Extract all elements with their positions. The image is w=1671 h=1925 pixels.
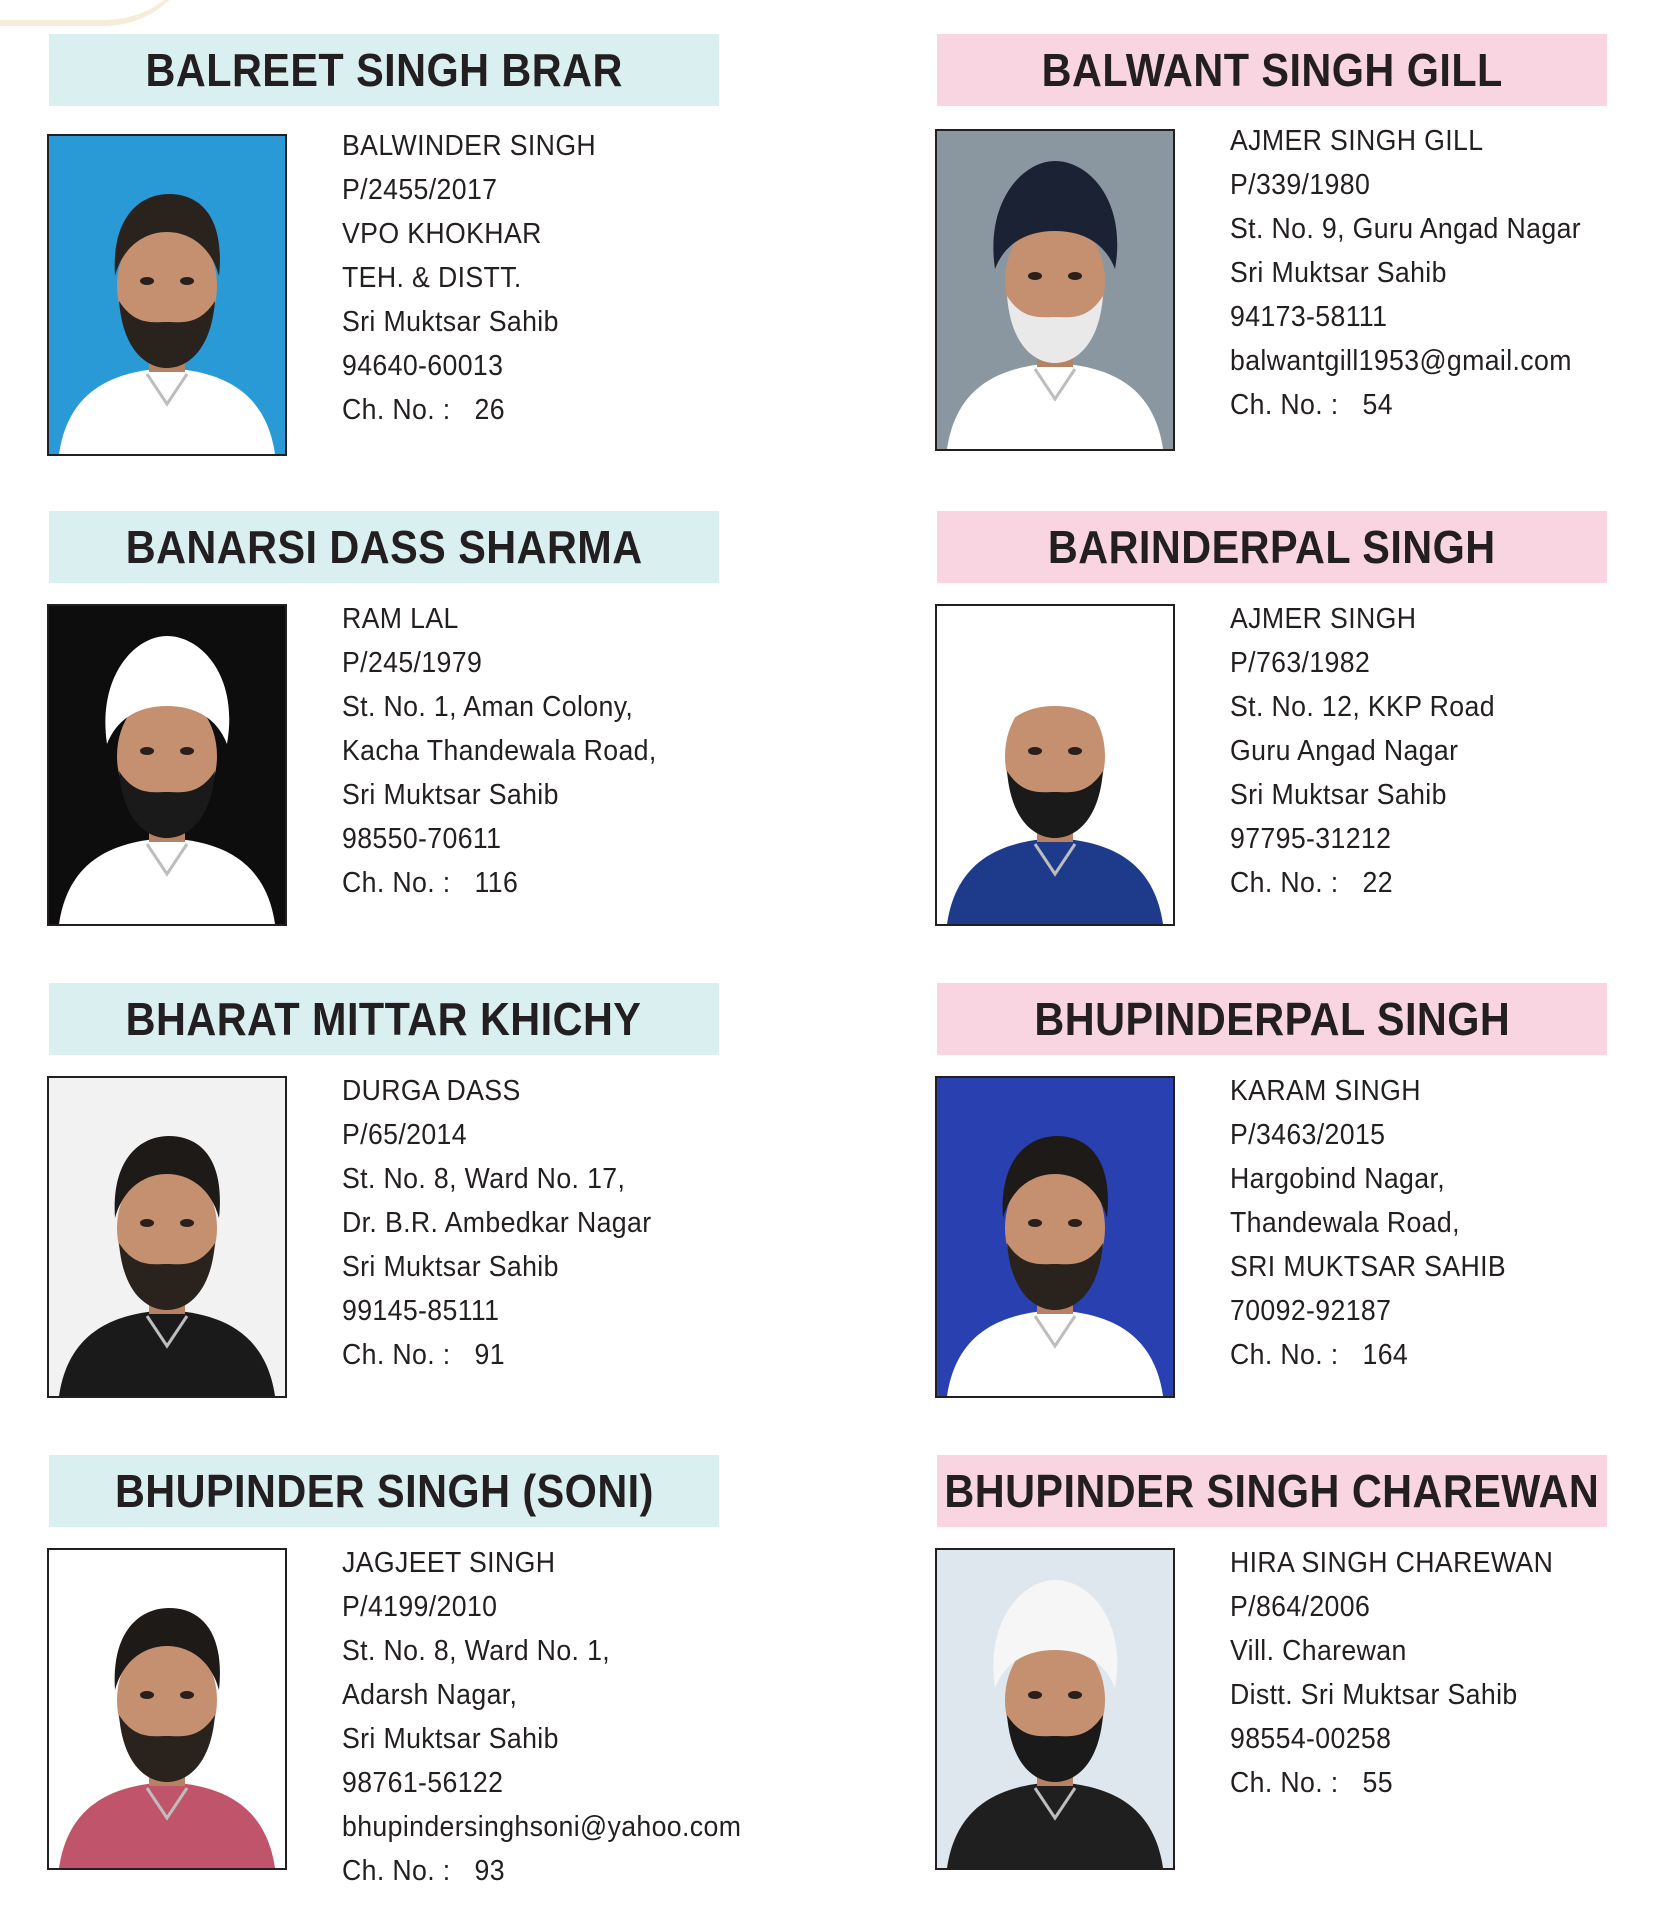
decorative-corner-arc (0, 0, 200, 26)
chamber-label: Ch. No. : (342, 1855, 451, 1887)
member-name: BHUPINDER SINGH CHAREWAN (944, 1465, 1600, 1517)
phone-number: 97795-31212 (1230, 823, 1392, 855)
chamber-number (342, 1333, 651, 1377)
father-name: JAGJEET SINGH (342, 1547, 556, 1579)
chamber-value: 164 (1362, 1339, 1409, 1371)
address-line: Kacha Thandewala Road, (342, 735, 657, 767)
registration-number: P/864/2006 (1230, 1591, 1371, 1623)
registration-number: P/339/1980 (1230, 169, 1371, 201)
address-line: Sri Muktsar Sahib (342, 779, 559, 811)
chamber-number (342, 1849, 741, 1893)
father-name: DURGA DASS (342, 1075, 521, 1107)
chamber-label: Ch. No. : (1230, 389, 1339, 421)
registration-number: P/65/2014 (342, 1119, 467, 1151)
address-line: SRI MUKTSAR SAHIB (1230, 1251, 1507, 1283)
member-details (1230, 1541, 1581, 1805)
address-line: TEH. & DISTT. (342, 262, 522, 294)
address-line: VPO KHOKHAR (342, 218, 542, 250)
chamber-label: Ch. No. : (342, 1339, 451, 1371)
member-card (937, 34, 1671, 504)
address-line: Guru Angad Nagar (1230, 735, 1459, 767)
member-name-bar (49, 983, 719, 1055)
father-name: BALWINDER SINGH (342, 130, 597, 162)
member-name: BARINDERPAL SINGH (1048, 521, 1496, 573)
member-name-bar (49, 34, 719, 106)
member-details (342, 124, 618, 432)
address-line: Sri Muktsar Sahib (342, 1251, 559, 1283)
member-photo (935, 604, 1175, 926)
member-photo (935, 129, 1175, 451)
registration-number: P/245/1979 (342, 647, 483, 679)
registration-number: P/3463/2015 (1230, 1119, 1386, 1151)
member-name: BHUPINDERPAL SINGH (1034, 993, 1510, 1045)
member-photo (47, 604, 287, 926)
chamber-label: Ch. No. : (1230, 867, 1339, 899)
member-details (342, 1069, 678, 1377)
member-name-bar (937, 34, 1607, 106)
address-line: St. No. 1, Aman Colony, (342, 691, 634, 723)
address-line: Sri Muktsar Sahib (1230, 257, 1447, 289)
chamber-value: 116 (474, 867, 519, 899)
father-name: HIRA SINGH CHAREWAN (1230, 1547, 1554, 1579)
member-card (49, 34, 889, 504)
member-card (937, 983, 1671, 1453)
chamber-number (1230, 383, 1581, 427)
chamber-value: 22 (1362, 867, 1393, 899)
member-photo (47, 134, 287, 456)
phone-number: 99145-85111 (342, 1295, 500, 1327)
member-photo (935, 1548, 1175, 1870)
member-name: BHARAT MITTAR KHICHY (126, 993, 642, 1045)
member-details (1230, 119, 1612, 427)
address-line: Sri Muktsar Sahib (342, 1723, 559, 1755)
member-card (49, 1455, 889, 1925)
phone-number: 70092-92187 (1230, 1295, 1392, 1327)
member-card (937, 1455, 1671, 1925)
phone-number: 94173-58111 (1230, 301, 1388, 333)
father-name: AJMER SINGH GILL (1230, 125, 1484, 157)
chamber-value: 93 (474, 1855, 505, 1887)
member-details (1230, 1069, 1530, 1377)
chamber-number (1230, 1761, 1553, 1805)
chamber-value: 91 (474, 1339, 505, 1371)
phone-number: 98550-70611 (342, 823, 502, 855)
chamber-label: Ch. No. : (1230, 1767, 1339, 1799)
address-line: St. No. 9, Guru Angad Nagar (1230, 213, 1582, 245)
member-name: BALWANT SINGH GILL (1041, 44, 1503, 96)
address-line: St. No. 8, Ward No. 1, (342, 1635, 611, 1667)
member-photo (47, 1548, 287, 1870)
phone-number: 94640-60013 (342, 350, 504, 382)
father-name: KARAM SINGH (1230, 1075, 1421, 1107)
member-name-bar (49, 1455, 719, 1527)
chamber-value: 55 (1362, 1767, 1393, 1799)
member-name: BALREET SINGH BRAR (145, 44, 623, 96)
chamber-label: Ch. No. : (342, 394, 451, 426)
address-line: Sri Muktsar Sahib (1230, 779, 1447, 811)
member-card (937, 511, 1671, 981)
phone-number: 98554-00258 (1230, 1723, 1392, 1755)
member-card (49, 511, 889, 981)
email-address: bhupindersinghsoni@yahoo.com (342, 1811, 742, 1843)
member-name: BANARSI DASS SHARMA (125, 521, 643, 573)
father-name: RAM LAL (342, 603, 459, 635)
address-line: Adarsh Nagar, (342, 1679, 518, 1711)
chamber-number (1230, 1333, 1506, 1377)
phone-number: 98761-56122 (342, 1767, 504, 1799)
member-name-bar (937, 1455, 1607, 1527)
address-line: Hargobind Nagar, (1230, 1163, 1446, 1195)
registration-number: P/763/1982 (1230, 647, 1371, 679)
member-card (49, 983, 889, 1453)
member-name-bar (937, 511, 1607, 583)
member-details (1230, 597, 1518, 905)
member-name-bar (937, 983, 1607, 1055)
address-line: Vill. Charewan (1230, 1635, 1407, 1667)
registration-number: P/4199/2010 (342, 1591, 498, 1623)
address-line: Dr. B.R. Ambedkar Nagar (342, 1207, 652, 1239)
member-details (342, 597, 684, 905)
chamber-value: 54 (1362, 389, 1393, 421)
member-photo (935, 1076, 1175, 1398)
address-line: Thandewala Road, (1230, 1207, 1460, 1239)
member-name: BHUPINDER SINGH (SONI) (114, 1465, 654, 1517)
member-details (342, 1541, 776, 1893)
chamber-label: Ch. No. : (1230, 1339, 1339, 1371)
member-name-bar (49, 511, 719, 583)
address-line: St. No. 12, KKP Road (1230, 691, 1495, 723)
email-address: balwantgill1953@gmail.com (1230, 345, 1572, 377)
address-line: Sri Muktsar Sahib (342, 306, 559, 338)
father-name: AJMER SINGH (1230, 603, 1417, 635)
chamber-number (342, 861, 657, 905)
address-line: Distt. Sri Muktsar Sahib (1230, 1679, 1518, 1711)
chamber-label: Ch. No. : (342, 867, 451, 899)
chamber-value: 26 (474, 394, 505, 426)
chamber-number (1230, 861, 1495, 905)
address-line: St. No. 8, Ward No. 17, (342, 1163, 626, 1195)
registration-number: P/2455/2017 (342, 174, 498, 206)
member-photo (47, 1076, 287, 1398)
chamber-number (342, 388, 596, 432)
